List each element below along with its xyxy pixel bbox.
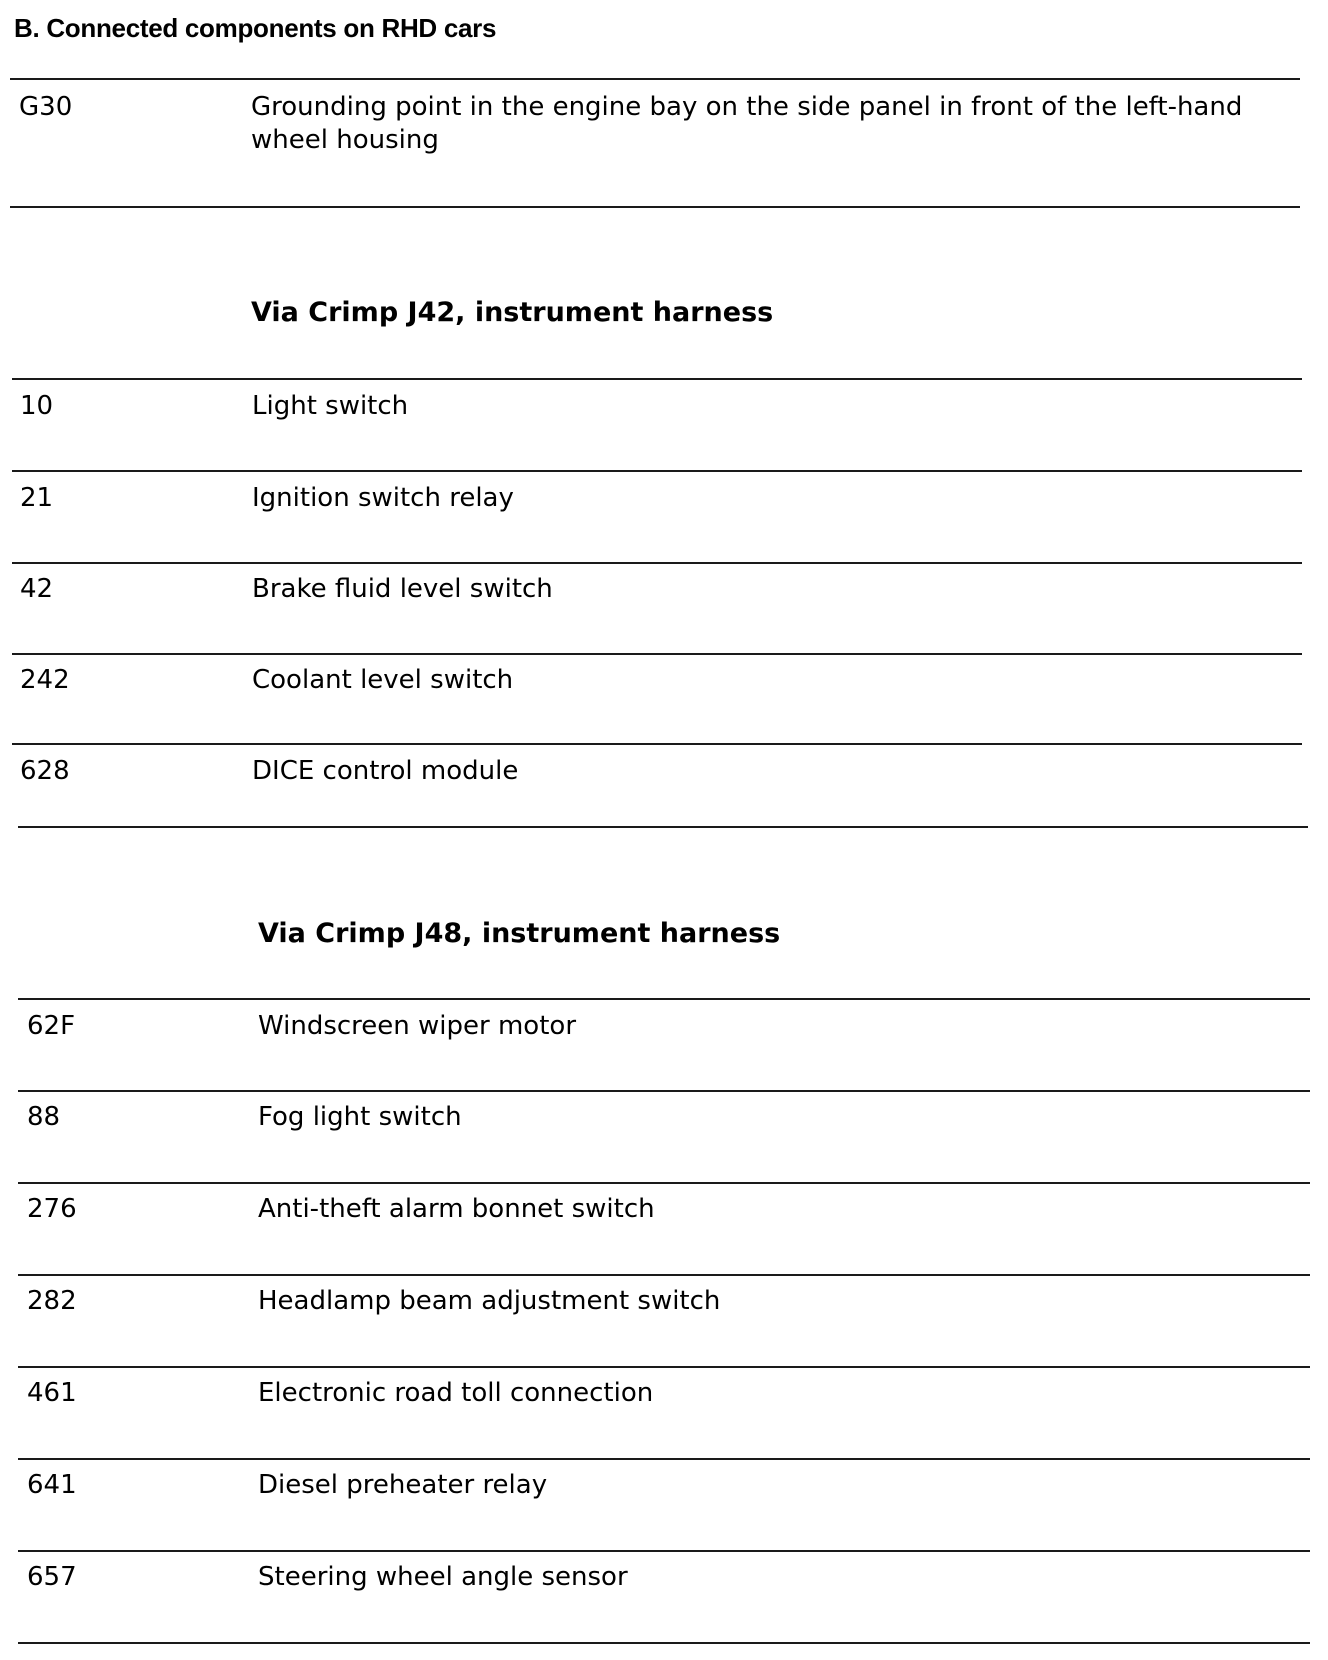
table-rule bbox=[18, 1366, 1310, 1368]
table-rule bbox=[12, 562, 1302, 564]
table-rule bbox=[10, 206, 1300, 208]
component-description: Electronic road toll connection bbox=[258, 1378, 654, 1408]
table-rule bbox=[10, 78, 1300, 80]
section-title: Via Crimp J42, instrument harness bbox=[251, 297, 774, 328]
table-rule bbox=[18, 1090, 1310, 1092]
component-code: 88 bbox=[27, 1102, 61, 1132]
component-code: 42 bbox=[20, 574, 54, 604]
component-description: Windscreen wiper motor bbox=[258, 1011, 577, 1041]
table-rule bbox=[12, 470, 1302, 472]
component-code: 628 bbox=[20, 756, 70, 786]
section-title: Via Crimp J48, instrument harness bbox=[258, 918, 781, 949]
component-code: 461 bbox=[27, 1378, 77, 1408]
table-rule bbox=[18, 1274, 1310, 1276]
table-rule bbox=[18, 1642, 1310, 1644]
table-rule bbox=[18, 1550, 1310, 1552]
table-rule bbox=[18, 826, 1308, 828]
table-rule bbox=[18, 1182, 1310, 1184]
table-rule bbox=[18, 998, 1310, 1000]
component-description: Light switch bbox=[252, 391, 409, 421]
component-description: Grounding point in the engine bay on the side panel in front of the left-hand wheel housing bbox=[251, 92, 1243, 155]
component-code: 282 bbox=[27, 1286, 77, 1316]
component-description: Headlamp beam adjustment switch bbox=[258, 1286, 721, 1316]
table-rule bbox=[12, 378, 1302, 380]
component-code: 62F bbox=[27, 1011, 76, 1041]
table-rule bbox=[12, 653, 1302, 655]
component-code: G30 bbox=[19, 92, 73, 122]
component-code: 641 bbox=[27, 1470, 77, 1500]
component-code: 10 bbox=[20, 391, 54, 421]
table-rule bbox=[12, 743, 1302, 745]
component-description: Coolant level switch bbox=[252, 665, 514, 695]
component-description: Steering wheel angle sensor bbox=[258, 1562, 628, 1592]
component-code: 21 bbox=[20, 483, 54, 513]
component-code: 276 bbox=[27, 1194, 77, 1224]
component-code: 242 bbox=[20, 665, 70, 695]
component-description: Anti-theft alarm bonnet switch bbox=[258, 1194, 655, 1224]
table-rule bbox=[18, 1458, 1310, 1460]
component-description: Brake fluid level switch bbox=[252, 574, 553, 604]
component-description: Diesel preheater relay bbox=[258, 1470, 548, 1500]
component-description: Ignition switch relay bbox=[252, 483, 514, 513]
component-code: 657 bbox=[27, 1562, 77, 1592]
page-heading: B. Connected components on RHD cars bbox=[14, 13, 497, 43]
component-description: DICE control module bbox=[252, 756, 519, 786]
component-description: Fog light switch bbox=[258, 1102, 462, 1132]
